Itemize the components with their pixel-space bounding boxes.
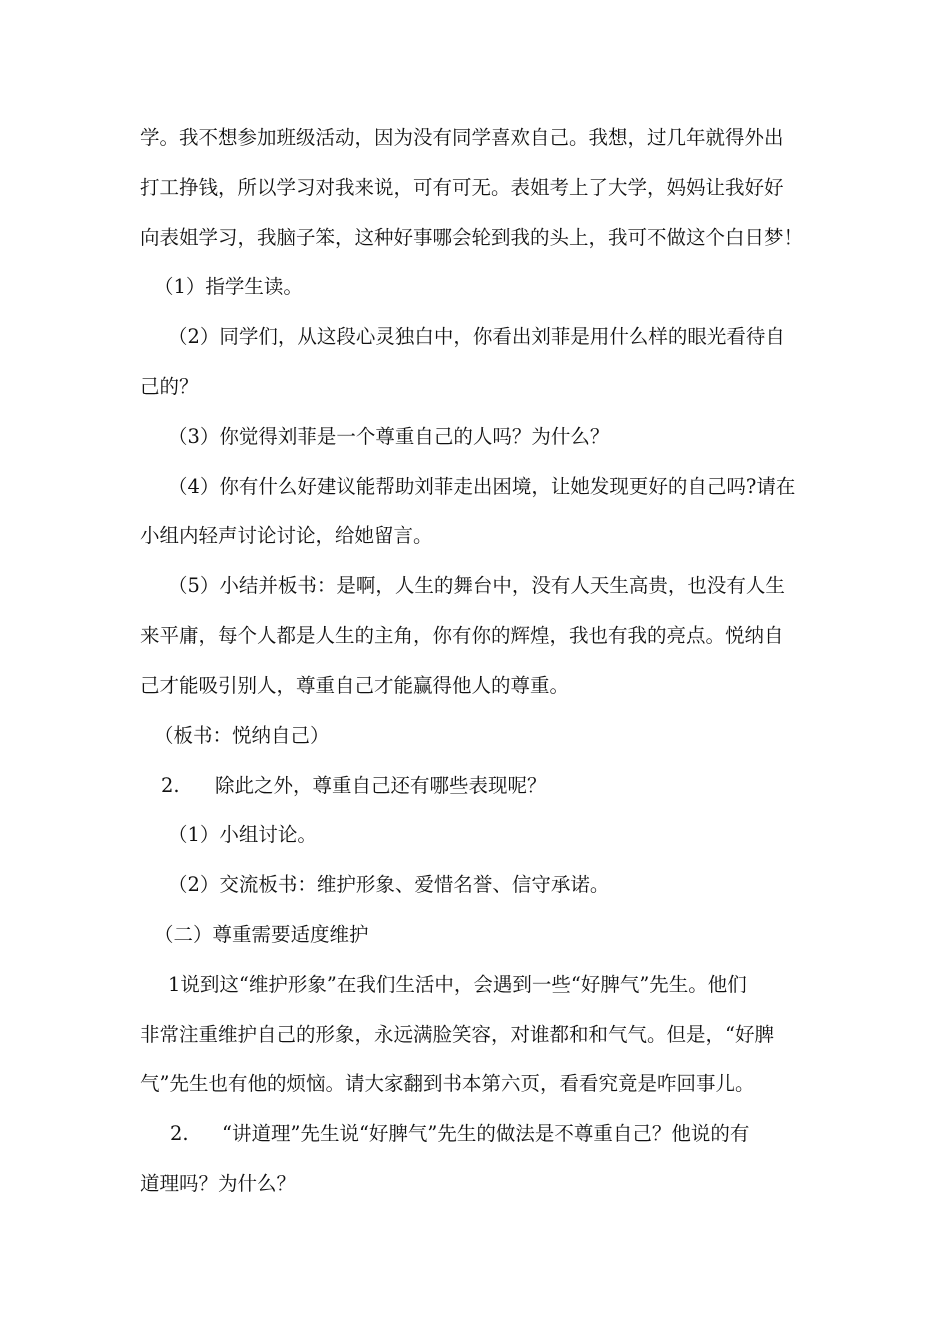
section-heading: （二）尊重需要适度维护: [154, 923, 369, 946]
board-note: （板书：悦纳自己）: [154, 724, 330, 747]
item-text: “讲道理”先生说“好脾气”先生的做法是不尊重自己？他说的有: [222, 1122, 750, 1145]
item-text: 除此之外，尊重自己还有哪些表现呢？: [215, 774, 547, 797]
paragraph-line: 来平庸，每个人都是人生的主角，你有你的辉煌，我也有我的亮点。悦纳自: [140, 624, 784, 647]
paragraph-line: 打工挣钱，所以学习对我来说，可有可无。表姐考上了大学，妈妈让我好好: [140, 176, 784, 199]
paragraph-line: 己的？: [140, 375, 199, 398]
paragraph-line: 气”先生也有他的烦恼。请大家翻到书本第六页，看看究竟是咋回事儿。: [140, 1072, 755, 1095]
paragraph-line: 道理吗？为什么？: [140, 1172, 297, 1195]
paragraph-line: 向表姐学习，我脑子笨，这种好事哪会轮到我的头上，我可不做这个白日梦！: [140, 226, 804, 249]
list-item: （1）指学生读。: [154, 275, 303, 298]
paragraph-line: 非常注重维护自己的形象，永远满脸笑容，对谁都和和气气。但是，“好脾: [140, 1023, 774, 1046]
item-number: 2.: [161, 774, 180, 797]
list-item: （5）小结并板书：是啊，人生的舞台中，没有人天生高贵，也没有人生: [168, 574, 785, 597]
list-item: （2）交流板书：维护形象、爱惜名誉、信守承诺。: [168, 873, 610, 896]
paragraph-line: 小组内轻声讨论讨论，给她留言。: [140, 524, 433, 547]
list-item: （2）同学们，从这段心灵独白中，你看出刘菲是用什么样的眼光看待自: [168, 325, 785, 348]
paragraph-line: 1说到这“维护形象”在我们生活中，会遇到一些“好脾气”先生。他们: [168, 973, 747, 996]
numbered-item: [170, 1121, 850, 1147]
paragraph-line: 学。我不想参加班级活动，因为没有同学喜欢自己。我想，过几年就得外出: [140, 126, 784, 149]
item-number: 2.: [170, 1122, 189, 1145]
paragraph-line: 己才能吸引别人，尊重自己才能赢得他人的尊重。: [140, 674, 570, 697]
numbered-item: [161, 773, 841, 799]
list-item: （3）你觉得刘菲是一个尊重自己的人吗？为什么？: [168, 425, 610, 448]
list-item: （1）小组讨论。: [168, 823, 317, 846]
list-item: （4）你有什么好建议能帮助刘菲走出困境，让她发现更好的自己吗?请在: [168, 475, 796, 498]
